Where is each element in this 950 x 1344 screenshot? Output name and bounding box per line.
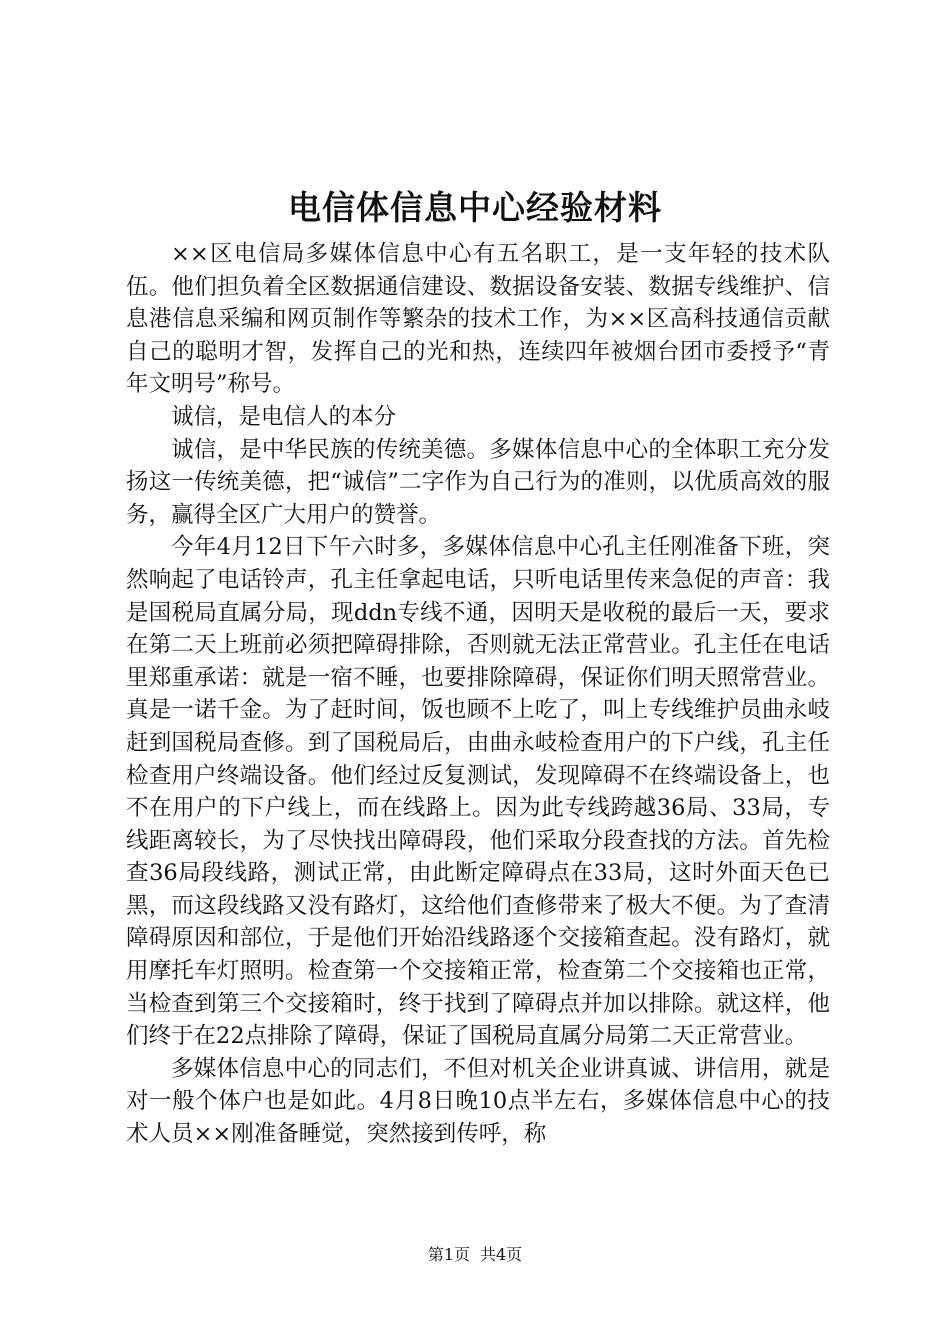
document-title: 电信体信息中心经验材料 xyxy=(288,188,662,227)
page-number: 第1页 xyxy=(427,1245,470,1264)
paragraph-intro: ××区电信局多媒体信息中心有五名职工，是一支年轻的技术队伍。他们担负着全区数据通信建设、数据设备安装、数据专线维护、信息港信息采编和网页制作等繁杂的技术工作，为××区高科技通信贡献自己的聪明才智，发挥自己的光和热，连续四年被烟台团市委授予“青年文明号”称号。 xyxy=(126,241,830,398)
page-footer xyxy=(0,1244,950,1266)
page-total: 共4页 xyxy=(480,1245,523,1264)
document-body xyxy=(126,238,830,1151)
paragraph-repair-story: 今年4月12日下午六时多，多媒体信息中心孔主任刚准备下班，突然响起了电话铃声，孔主任拿起电话，只听电话里传来急促的声音：我是国税局直属分局，现ddn专线不通，因明天是收税的最后一天，要求在第二天上班前必须把障碍排除，否则就无法正常营业。孔主任在电话里郑重承诺：就是一宿不睡，也要排除障碍，保证你们明天照常营业。真是一诺千金。为了赶时间，饭也顾不上吃了，叫上专线维护员曲永岐赶到国税局查修。到了国税局后，由曲永岐检查用户的下户线，孔主任检查用户终端设备。他们经过反复测试，发现障碍不在终端设备上，也不在用户的下户线上，而在线路上。因为此专线跨越36局、33局，专线距离较长，为了尽快找出障碍段，他们采取分段查找的方法。首先检查36局段线路，测试正常，由此断定障碍点在33局，这时外面天色已黑，而这段线路又没有路灯，这给他们查修带来了极大不便。为了查清障碍原因和部位，于是他们开始沿线路逐个交接箱查起。没有路灯，就用摩托车灯照明。检查第一个交接箱正常，检查第二个交接箱也正常，当检查到第三个交接箱时，终于找到了障碍点并加以排除。就这样，他们终于在22点排除了障碍，保证了国税局直属分局第二天正常营业。 xyxy=(126,534,830,1050)
paragraph-individual-users: 多媒体信息中心的同志们，不但对机关企业讲真诚、讲信用，就是对一般个体户也是如此。4月8日晚10点半左右，多媒体信息中心的技术人员××刚准备睡觉，突然接到传呼，称 xyxy=(126,1055,830,1148)
section-heading-integrity: 诚信，是电信人的本分 xyxy=(171,403,397,430)
paragraph-integrity: 诚信，是中华民族的传统美德。多媒体信息中心的全体职工充分发扬这一传统美德，把“诚信”二字作为自己行为的准则，以优质高效的服务，赢得全区广大用户的赞誉。 xyxy=(126,436,830,528)
